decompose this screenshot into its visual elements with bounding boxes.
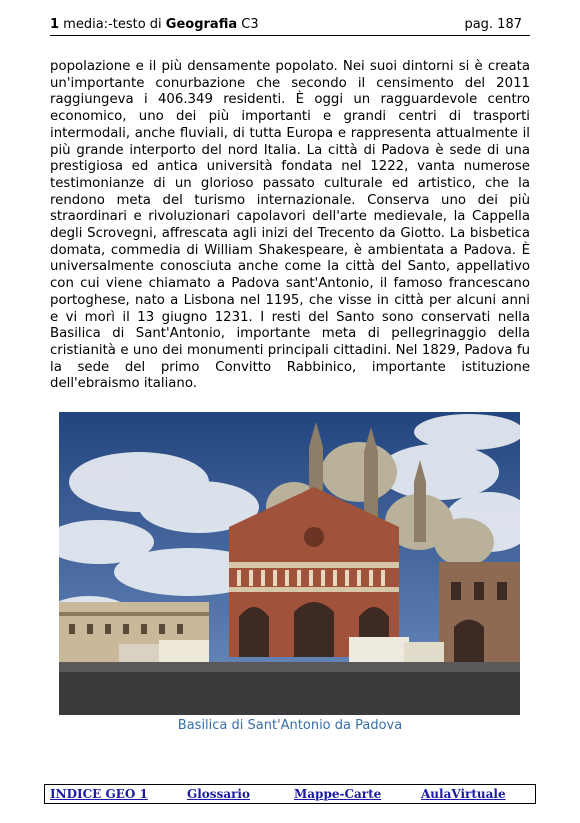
header-suffix: C3 bbox=[237, 17, 259, 32]
link-aula-virtuale[interactable]: AulaVirtuale bbox=[421, 787, 506, 801]
page-number: pag. 187 bbox=[464, 17, 522, 32]
basilica-photo bbox=[59, 412, 520, 715]
link-mappe-carte[interactable]: Mappe-Carte bbox=[294, 787, 382, 801]
photo-caption: Basilica di Sant'Antonio da Padova bbox=[177, 718, 403, 733]
header-number: 1 bbox=[50, 17, 60, 32]
link-glossario[interactable]: Glossario bbox=[187, 787, 250, 801]
header-prefix: media:-testo di bbox=[59, 17, 166, 32]
body-paragraph: popolazione e il più densamente popolato. Nei suoi dintorni si è creata un'importante conurbazione che secondo il censimento del 2011 raggiungeva i 406.349 residenti. È oggi un ragguardevole centro economico, uno dei più importanti e grandi centri di trasporti intermodali, anche fluviali, di tutta Europa e rappresenta attualmente il più grande interporto del nord Italia. La città di Padova è sede di una prestigiosa ed antica università fondata nel 1222, vanta numerose testimonianze di un glorioso passato culturale ed artistico, che la rendono meta del turismo internazionale. Conserva uno dei più straordinari e rivoluzionari capolavori dell'arte medievale, la Cappella degli Scrovegni, affrescata agli inizi del Trecento da Giotto. La bisbetica domata, commedia di William Shakespeare, è ambientata a Padova. È universalmente conosciuta anche come la città del Santo, appellativo con cui viene chiamato a Padova sant'Antonio, il famoso francescano portoghese, nato a Lisbona nel 1195, che visse in città per alcuni anni e vi morì il 13 giugno 1231. I resti del Santo sono conservati nella Basilica di Sant'Antonio, importante meta di pellegrinaggio della cristianità e uno dei monumenti principali cittadini. Nel 1829, Padova fu la sede del primo Convitto Rabbinico, importante istituzione dell'ebraismo italiano. bbox=[50, 59, 530, 392]
page-header bbox=[50, 15, 530, 36]
header-title bbox=[50, 17, 259, 32]
footer-nav bbox=[44, 784, 536, 804]
link-indice-geo[interactable]: INDICE GEO 1 bbox=[50, 787, 148, 801]
header-subject: Geografia bbox=[165, 17, 238, 32]
basilica-illustration bbox=[59, 412, 520, 715]
